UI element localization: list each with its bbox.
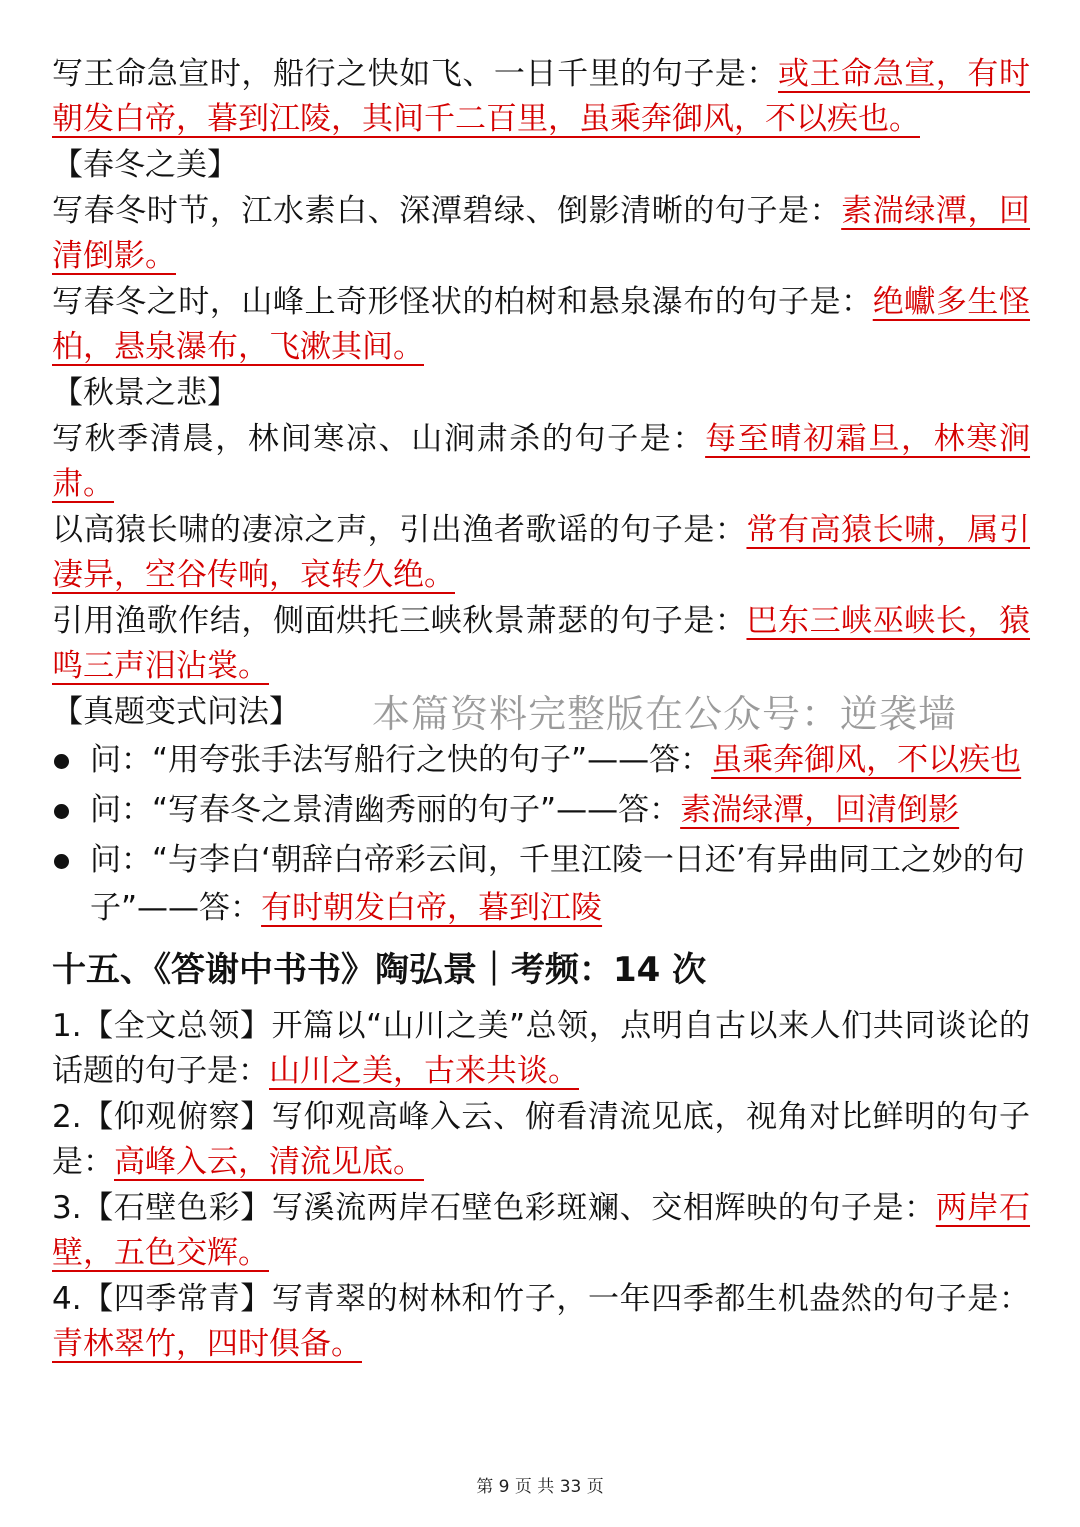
question-text: 问：“与李白‘朝辞白帝彩云间，千里江陵一日还’有异曲同工之妙的句子”——答： <box>90 842 1025 926</box>
section-heading: 【秋景之悲】 <box>52 375 238 411</box>
question-text: 引用渔歌作结，侧面烘托三峡秋景萧瑟的句子是： <box>52 603 747 639</box>
question-text: 问：“写春冬之景清幽秀丽的句子”——答： <box>90 792 681 828</box>
bullet-list <box>52 736 1030 932</box>
answer-text: 常有高猿长啸，属引凄异，空谷传响，哀转久绝。 <box>52 512 1031 593</box>
answer-text: 巴东三峡巫峡长，猿鸣三声泪沾裳。 <box>52 603 1031 684</box>
numbered-item <box>52 1186 1030 1276</box>
page-number-footer: 第 9 页 共 33 页 <box>476 1477 604 1497</box>
question-line <box>52 599 1030 689</box>
answer-text: 素湍绿潭，回清倒影。 <box>52 193 1031 274</box>
question-text: 问：“用夸张手法写船行之快的句子”——答： <box>90 742 712 778</box>
answer-text: 绝巘多生怪柏，悬泉瀑布，飞漱其间。 <box>52 284 1031 365</box>
answer-text: 每至晴初霜旦，林寒涧肃。 <box>52 421 1031 502</box>
question-text: 以高猿长啸的凄凉之声，引出渔者歌谣的句子是： <box>52 512 747 548</box>
numbered-item <box>52 1095 1030 1185</box>
answer-text: 虽乘奔御风，不以疾也 <box>711 742 1022 778</box>
question-line <box>52 280 1030 370</box>
bullet-dot-icon <box>54 754 69 769</box>
answer-text: 两岸石壁，五色交辉。 <box>52 1190 1031 1271</box>
question-text: 写春冬之时，山峰上奇形怪状的柏树和悬泉瀑布的句子是： <box>52 284 873 320</box>
bullet-item <box>52 786 1030 834</box>
section-heading: 【春冬之美】 <box>52 147 238 183</box>
answer-text: 山川之美，古来共谈。 <box>269 1053 579 1089</box>
section-heading: 【真题变式问法】 <box>52 694 300 730</box>
bullet-dot-icon <box>54 804 69 819</box>
bullet-dot-icon <box>54 854 69 869</box>
answer-text: 高峰入云，清流见底。 <box>114 1144 424 1180</box>
numbered-item <box>52 1004 1030 1094</box>
question-line <box>52 189 1030 279</box>
answer-text: 或王命急宣，有时朝发白帝，暮到江陵，其间千二百里，虽乘奔御风，不以疾也。 <box>52 56 1030 137</box>
question-text: 写王命急宣时，船行之快如飞、一日千里的句子是： <box>52 56 779 92</box>
question-text: 3.【石壁色彩】写溪流两岸石壁色彩斑斓、交相辉映的句子是： <box>52 1190 936 1226</box>
numbered-item <box>52 1277 1030 1367</box>
question-text: 1.【全文总领】开篇以“山川之美”总领，点明自古以来人们共同谈论的话题的句子是： <box>52 1008 1030 1089</box>
question-line <box>52 417 1030 507</box>
bullet-item <box>52 736 1030 784</box>
answer-text: 有时朝发白帝，暮到江陵 <box>261 890 603 926</box>
question-text: 2.【仰观俯察】写仰观高峰入云、俯看清流见底，视角对比鲜明的句子是： <box>52 1099 1030 1180</box>
question-text: 写秋季清晨，林间寒凉、山涧肃杀的句子是： <box>52 421 706 457</box>
bullet-item <box>52 836 1030 932</box>
watermark-text: 本篇资料完整版在公众号：逆袭墙 <box>372 692 958 736</box>
question-text: 4.【四季常青】写青翠的树林和竹子，一年四季都生机盎然的句子是： <box>52 1281 1030 1317</box>
question-line <box>52 508 1030 598</box>
answer-text: 素湍绿潭，回清倒影 <box>680 792 960 828</box>
chapter-heading: 十五、《答谢中书书》陶弘景｜考频：14 次 <box>52 950 707 990</box>
answer-text: 青林翠竹，四时俱备。 <box>52 1326 362 1362</box>
question-text: 写春冬时节，江水素白、深潭碧绿、倒影清晰的句子是： <box>52 193 842 229</box>
question-line <box>52 52 1030 142</box>
